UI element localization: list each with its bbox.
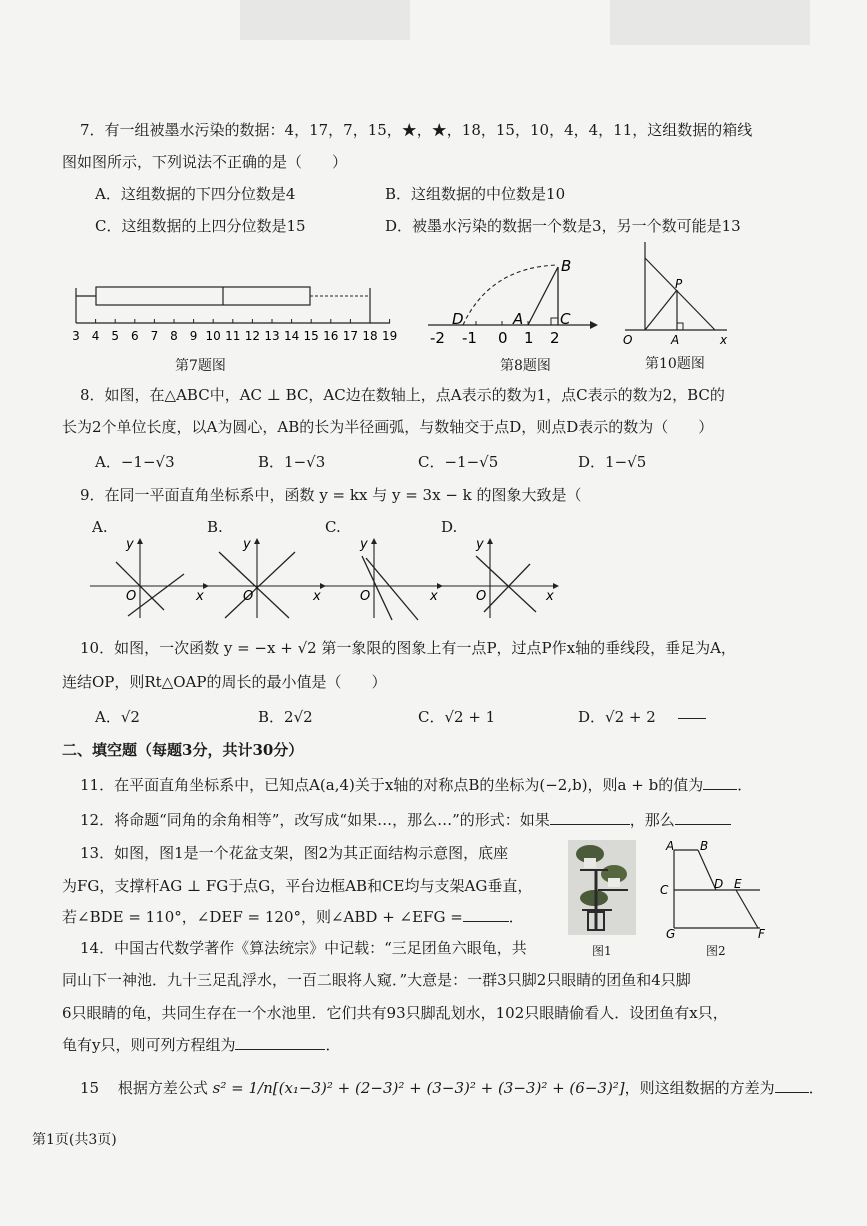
q14-end: ． xyxy=(325,1036,341,1054)
q13-answer-blank[interactable] xyxy=(463,907,509,922)
q13-fig2-caption: 图2 xyxy=(706,944,726,958)
q9-option-a-label: A. xyxy=(92,518,108,536)
structure-diagram xyxy=(660,840,770,940)
q8-tick: 1 xyxy=(524,329,534,347)
q9-origin: O xyxy=(126,589,137,604)
q7-option-c: C．这组数据的上四分位数是15 xyxy=(95,217,306,235)
q15-formula: s² = 1/n[(x₁−3)² + (2−3)² + (3−3)² + (3−3)² + (6−3)²] xyxy=(212,1079,625,1097)
box-plot-tick-label: 5 xyxy=(111,329,120,343)
q11-line xyxy=(80,775,752,795)
q10-option-d: D．√2 + 2 xyxy=(578,708,656,726)
q9-option-d-label: D. xyxy=(441,518,458,536)
q8-tick: 2 xyxy=(550,329,560,347)
q13-text: 若∠BDE = 110°，∠DEF = 120°，则∠ABD + ∠EFG = xyxy=(62,908,463,926)
q10-caption: 第10题图 xyxy=(645,356,705,372)
q12-then-blank[interactable] xyxy=(675,810,731,825)
q8-option-b: B．1−√3 xyxy=(258,453,326,471)
q8-label-d: D xyxy=(452,310,464,328)
q9-option-c-label: C. xyxy=(325,518,341,536)
q9-origin: O xyxy=(360,589,371,604)
q15-num: 15 xyxy=(80,1079,100,1097)
box-plot-tick-label: 17 xyxy=(342,329,359,343)
q9-origin: O xyxy=(476,589,487,604)
box-plot-tick-label: 4 xyxy=(91,329,100,343)
q10-option-b: B．2√2 xyxy=(258,708,313,726)
q10-line1: 10．如图，一次函数 y = −x + √2 第一象限的图象上有一点P，过点P作x轴的垂线段，垂足为A， xyxy=(80,639,736,657)
box-plot-tick-label: 16 xyxy=(323,329,339,343)
q9-graph-d xyxy=(438,538,563,623)
section-title: 二、填空题（每题3分，共计30分） xyxy=(62,741,304,759)
flower-stand-photo xyxy=(568,840,636,935)
q10-option-a: A．√2 xyxy=(95,708,140,726)
q8-tick: -2 xyxy=(430,329,445,347)
fig2-label-c: C xyxy=(660,883,669,897)
scan-artifact xyxy=(240,0,410,40)
q14-line4 xyxy=(62,1035,341,1055)
box-plot-tick-label: 11 xyxy=(225,329,241,343)
box-plot-tick-label: 10 xyxy=(205,329,221,343)
q9-origin: O xyxy=(243,589,254,604)
box-plot-tick-label: 6 xyxy=(130,329,139,343)
q8-caption: 第8题图 xyxy=(500,358,551,374)
q8-option-d: D．1−√5 xyxy=(578,453,647,471)
q14-line1: 14．中国古代数学著作《算法统宗》中记载：“三足团鱼六眼龟，共 xyxy=(80,939,527,957)
q13-line3 xyxy=(62,907,524,927)
box-plot-tick-label: 3 xyxy=(72,329,80,343)
q14-answer-blank[interactable] xyxy=(235,1035,325,1050)
q9-graph-c xyxy=(322,538,447,623)
q7-option-b: B．这组数据的中位数是10 xyxy=(385,185,566,203)
q9-axis-y: y xyxy=(243,538,251,552)
fig2-label-a: A xyxy=(666,840,675,853)
box-plot-figure xyxy=(60,278,405,348)
q12-text: 12．将命题“同角的余角相等”，改写成“如果…，那么…”的形式：如果 xyxy=(80,811,550,829)
q14-line2: 同山下一神池．九十三足乱浮水，一百二眼将人窥．”大意是：一群3只脚2只眼睛的团鱼和4只脚 xyxy=(62,971,691,989)
scan-artifact xyxy=(610,0,810,45)
q9-line1: 9．在同一平面直角坐标系中，函数 y = kx 与 y = 3x − k 的图象大致是（ xyxy=(80,486,582,504)
q7-option-a: A．这组数据的下四分位数是4 xyxy=(95,185,296,203)
q12-if-blank[interactable] xyxy=(550,810,630,825)
q9-axis-x: x xyxy=(196,589,204,604)
q10-line2: 连结OP，则Rt△OAP的周长的最小值是（ ） xyxy=(62,673,387,691)
q9-graph-a xyxy=(88,538,213,623)
box-plot-tick-label: 15 xyxy=(303,329,319,343)
box-plot-tick-label: 13 xyxy=(264,329,280,343)
fig2-label-d: D xyxy=(714,877,724,891)
q7-line1: 7．有一组被墨水污染的数据：4，17，7，15，★，★，18，15，10，4，4，11，这组数据的箱线 xyxy=(80,121,753,139)
q10-label-p: P xyxy=(675,277,683,291)
q15-pre: 根据方差公式 xyxy=(117,1079,208,1097)
fig2-label-g: G xyxy=(666,927,676,940)
fig2-label-e: E xyxy=(734,877,742,891)
q10-option-c: C．√2 + 1 xyxy=(418,708,496,726)
q15-line xyxy=(80,1078,824,1098)
q8-tick: -1 xyxy=(462,329,477,347)
number-line-figure xyxy=(420,255,600,350)
q11-text: 11．在平面直角坐标系中，已知点A(a,4)关于x轴的对称点B的坐标为(−2,b)，则a + b的值为 xyxy=(80,776,704,794)
q13-end: ． xyxy=(508,908,524,926)
box-plot-tick-label: 8 xyxy=(170,329,178,343)
box-plot-tick-label: 18 xyxy=(362,329,378,343)
pen-mark xyxy=(678,718,706,719)
q13-fig1-caption: 图1 xyxy=(592,944,612,958)
q8-label-c: C xyxy=(560,310,571,328)
q9-axis-y: y xyxy=(360,538,368,552)
q11-answer-blank[interactable] xyxy=(703,775,737,790)
box-plot-tick-label: 19 xyxy=(381,329,398,343)
q8-label-a: A xyxy=(513,310,524,328)
q7-line2: 图如图所示，下列说法不正确的是（ ） xyxy=(62,153,348,171)
q10-label-a: A xyxy=(671,333,680,347)
q12-line xyxy=(80,810,731,830)
q14-line3: 6只眼睛的龟，共同生存在一个水池里．它们共有93只脚乱划水，102只眼睛偷看人．设团鱼有x只， xyxy=(62,1004,728,1022)
q8-line1: 8．如图，在△ABC中，AC ⊥ BC，AC边在数轴上，点A表示的数为1，点C表示的数为2，BC的 xyxy=(80,386,725,404)
q15-post: ，则这组数据的方差为 xyxy=(624,1079,775,1097)
q13-line1: 13．如图，图1是一个花盆支架，图2为其正面结构示意图，底座 xyxy=(80,844,509,862)
box-plot-tick-label: 7 xyxy=(150,329,159,343)
box-plot-tick-label: 9 xyxy=(189,329,198,343)
q8-line2: 长为2个单位长度，以A为圆心，AB的长为半径画弧，与数轴交于点D，则点D表示的数为（ ） xyxy=(62,418,714,436)
q10-label-o: O xyxy=(623,333,633,347)
q7-caption: 第7题图 xyxy=(175,358,226,374)
q8-tick: 0 xyxy=(498,329,508,347)
q15-answer-blank[interactable] xyxy=(775,1078,809,1093)
page-footer: 第1页(共3页) xyxy=(32,1132,117,1148)
q14-text: 龟有y只，则可列方程组为 xyxy=(62,1036,236,1054)
q8-label-b: B xyxy=(561,257,572,275)
q10-figure xyxy=(615,240,740,350)
q8-option-c: C．−1−√5 xyxy=(418,453,499,471)
q13-line2: 为FG，支撑杆AG ⊥ FG于点G，平台边框AB和CE均与支架AG垂直， xyxy=(62,877,533,895)
box-plot-tick-label: 12 xyxy=(244,329,261,343)
q9-axis-y: y xyxy=(476,538,484,552)
q9-axis-x: x xyxy=(546,589,554,604)
q9-axis-x: x xyxy=(313,589,321,604)
q8-option-a: A．−1−√3 xyxy=(95,453,175,471)
fig2-label-b: B xyxy=(700,840,709,853)
q11-end: ． xyxy=(737,776,753,794)
q15-end: ． xyxy=(808,1079,824,1097)
q12-mid: ，那么 xyxy=(629,811,675,829)
q9-graph-b xyxy=(205,538,330,623)
q9-option-b-label: B. xyxy=(207,518,223,536)
q10-label-x: x xyxy=(720,333,728,347)
q7-option-d: D．被墨水污染的数据一个数是3，另一个数可能是13 xyxy=(385,217,741,235)
q9-axis-y: y xyxy=(126,538,134,552)
fig2-label-f: F xyxy=(758,927,765,940)
q9-axis-x: x xyxy=(430,589,438,604)
box-plot-tick-label: 14 xyxy=(283,329,300,343)
